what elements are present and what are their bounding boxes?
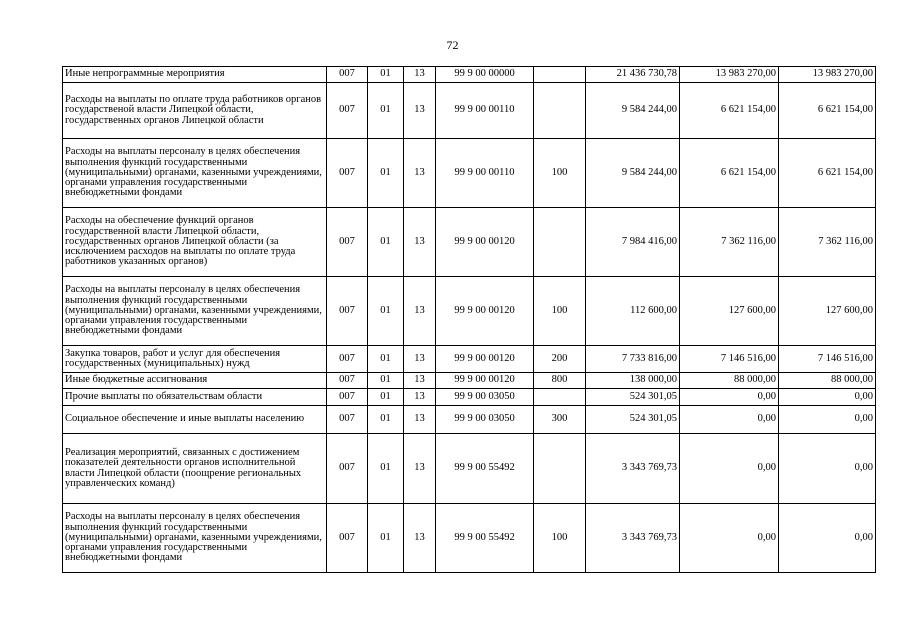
row-pr-cell: 13 bbox=[404, 83, 436, 139]
table-row bbox=[63, 208, 876, 277]
row-name-cell: Реализация мероприятий, связанных с достижением показателей деятельности органов исполнительной власти Липецкой области (поощрение региональных управленческих команд) bbox=[63, 434, 327, 504]
row-name-cell: Расходы на обеспечение функций органов государственной власти Липецкой области, государственных органов Липецкой области (за исключением расходов на выплаты по оплате труда работников указанных органов) bbox=[63, 208, 327, 277]
row-rz-cell: 01 bbox=[368, 67, 404, 83]
row-cs-cell: 99 9 00 00110 bbox=[436, 139, 534, 208]
row-gr-cell: 007 bbox=[327, 277, 368, 346]
row-pr-cell: 13 bbox=[404, 208, 436, 277]
row-sum-2-cell: 6 621 154,00 bbox=[680, 83, 779, 139]
row-name-cell: Расходы на выплаты персоналу в целях обеспечения выполнения функций государственными (муниципальными) органами, казенными учреждениями, органами управления государственными внебюджетными фондами bbox=[63, 277, 327, 346]
row-cs-cell: 99 9 00 00120 bbox=[436, 277, 534, 346]
row-sum-1-cell: 524 301,05 bbox=[586, 406, 680, 434]
row-sum-2-cell: 127 600,00 bbox=[680, 277, 779, 346]
table-row bbox=[63, 406, 876, 434]
row-cs-cell: 99 9 00 00120 bbox=[436, 346, 534, 373]
row-gr-cell: 007 bbox=[327, 373, 368, 389]
row-gr-cell: 007 bbox=[327, 139, 368, 208]
row-sum-1-cell: 3 343 769,73 bbox=[586, 434, 680, 504]
row-rz-cell: 01 bbox=[368, 504, 404, 573]
row-sum-2-cell: 7 362 116,00 bbox=[680, 208, 779, 277]
page-number: 72 bbox=[446, 38, 459, 52]
row-sum-3-cell: 0,00 bbox=[779, 434, 876, 504]
row-rz-cell: 01 bbox=[368, 406, 404, 434]
row-sum-1-cell: 9 584 244,00 bbox=[586, 83, 680, 139]
row-gr-cell: 007 bbox=[327, 504, 368, 573]
table-row bbox=[63, 67, 876, 83]
row-sum-2-cell: 0,00 bbox=[680, 504, 779, 573]
row-sum-1-cell: 7 733 816,00 bbox=[586, 346, 680, 373]
row-rz-cell: 01 bbox=[368, 373, 404, 389]
row-name-cell: Расходы на выплаты персоналу в целях обеспечения выполнения функций государственными (муниципальными) органами, казенными учреждениями, органами управления государственными внебюджетными фондами bbox=[63, 139, 327, 208]
row-sum-3-cell: 7 146 516,00 bbox=[779, 346, 876, 373]
row-vr-cell: 100 bbox=[534, 504, 586, 573]
row-rz-cell: 01 bbox=[368, 434, 404, 504]
row-rz-cell: 01 bbox=[368, 346, 404, 373]
row-gr-cell: 007 bbox=[327, 389, 368, 406]
row-gr-cell: 007 bbox=[327, 434, 368, 504]
row-sum-2-cell: 13 983 270,00 bbox=[680, 67, 779, 83]
row-name-cell: Иные бюджетные ассигнования bbox=[63, 373, 327, 389]
row-name-cell: Расходы на выплаты по оплате труда работников органов государственой власти Липецкой области, государственных органов Липецкой области bbox=[63, 83, 327, 139]
row-cs-cell: 99 9 00 00120 bbox=[436, 373, 534, 389]
row-sum-3-cell: 7 362 116,00 bbox=[779, 208, 876, 277]
row-sum-3-cell: 0,00 bbox=[779, 504, 876, 573]
row-name-cell: Расходы на выплаты персоналу в целях обеспечения выполнения функций государственными (муниципальными) органами, казенными учреждениями, органами управления государственными внебюджетными фондами bbox=[63, 504, 327, 573]
row-rz-cell: 01 bbox=[368, 83, 404, 139]
row-sum-2-cell: 6 621 154,00 bbox=[680, 139, 779, 208]
row-pr-cell: 13 bbox=[404, 434, 436, 504]
row-vr-cell: 100 bbox=[534, 277, 586, 346]
table-row bbox=[63, 83, 876, 139]
table-row bbox=[63, 139, 876, 208]
row-sum-2-cell: 7 146 516,00 bbox=[680, 346, 779, 373]
row-sum-1-cell: 7 984 416,00 bbox=[586, 208, 680, 277]
row-cs-cell: 99 9 00 55492 bbox=[436, 504, 534, 573]
row-rz-cell: 01 bbox=[368, 139, 404, 208]
row-pr-cell: 13 bbox=[404, 389, 436, 406]
row-vr-cell: 200 bbox=[534, 346, 586, 373]
row-vr-cell bbox=[534, 389, 586, 406]
row-rz-cell: 01 bbox=[368, 389, 404, 406]
budget-table bbox=[62, 66, 876, 573]
row-rz-cell: 01 bbox=[368, 208, 404, 277]
row-gr-cell: 007 bbox=[327, 83, 368, 139]
row-vr-cell bbox=[534, 434, 586, 504]
row-sum-3-cell: 0,00 bbox=[779, 389, 876, 406]
row-sum-2-cell: 88 000,00 bbox=[680, 373, 779, 389]
row-gr-cell: 007 bbox=[327, 346, 368, 373]
table-row bbox=[63, 277, 876, 346]
row-pr-cell: 13 bbox=[404, 504, 436, 573]
row-sum-3-cell: 13 983 270,00 bbox=[779, 67, 876, 83]
row-sum-1-cell: 21 436 730,78 bbox=[586, 67, 680, 83]
row-cs-cell: 99 9 00 00110 bbox=[436, 83, 534, 139]
row-cs-cell: 99 9 00 03050 bbox=[436, 389, 534, 406]
row-cs-cell: 99 9 00 55492 bbox=[436, 434, 534, 504]
row-vr-cell bbox=[534, 83, 586, 139]
row-gr-cell: 007 bbox=[327, 67, 368, 83]
row-vr-cell: 100 bbox=[534, 139, 586, 208]
row-sum-1-cell: 524 301,05 bbox=[586, 389, 680, 406]
row-name-cell: Прочие выплаты по обязательствам области bbox=[63, 389, 327, 406]
row-sum-1-cell: 138 000,00 bbox=[586, 373, 680, 389]
row-sum-3-cell: 6 621 154,00 bbox=[779, 83, 876, 139]
row-rz-cell: 01 bbox=[368, 277, 404, 346]
table-row bbox=[63, 389, 876, 406]
row-pr-cell: 13 bbox=[404, 67, 436, 83]
row-sum-3-cell: 127 600,00 bbox=[779, 277, 876, 346]
row-name-cell: Закупка товаров, работ и услуг для обеспечения государственных (муниципальных) нужд bbox=[63, 346, 327, 373]
row-vr-cell bbox=[534, 208, 586, 277]
row-sum-1-cell: 112 600,00 bbox=[586, 277, 680, 346]
table-row bbox=[63, 373, 876, 389]
row-cs-cell: 99 9 00 03050 bbox=[436, 406, 534, 434]
row-sum-3-cell: 6 621 154,00 bbox=[779, 139, 876, 208]
row-sum-2-cell: 0,00 bbox=[680, 406, 779, 434]
row-sum-1-cell: 9 584 244,00 bbox=[586, 139, 680, 208]
row-sum-2-cell: 0,00 bbox=[680, 434, 779, 504]
row-sum-2-cell: 0,00 bbox=[680, 389, 779, 406]
row-pr-cell: 13 bbox=[404, 406, 436, 434]
row-pr-cell: 13 bbox=[404, 139, 436, 208]
row-sum-3-cell: 0,00 bbox=[779, 406, 876, 434]
row-gr-cell: 007 bbox=[327, 208, 368, 277]
table-row bbox=[63, 504, 876, 573]
row-vr-cell bbox=[534, 67, 586, 83]
row-sum-1-cell: 3 343 769,73 bbox=[586, 504, 680, 573]
table-row bbox=[63, 434, 876, 504]
row-cs-cell: 99 9 00 00000 bbox=[436, 67, 534, 83]
row-name-cell: Социальное обеспечение и иные выплаты населению bbox=[63, 406, 327, 434]
table-row bbox=[63, 346, 876, 373]
row-sum-3-cell: 88 000,00 bbox=[779, 373, 876, 389]
row-pr-cell: 13 bbox=[404, 373, 436, 389]
row-pr-cell: 13 bbox=[404, 346, 436, 373]
row-pr-cell: 13 bbox=[404, 277, 436, 346]
row-name-cell: Иные непрограммные мероприятия bbox=[63, 67, 327, 83]
row-gr-cell: 007 bbox=[327, 406, 368, 434]
row-cs-cell: 99 9 00 00120 bbox=[436, 208, 534, 277]
row-vr-cell: 800 bbox=[534, 373, 586, 389]
row-vr-cell: 300 bbox=[534, 406, 586, 434]
